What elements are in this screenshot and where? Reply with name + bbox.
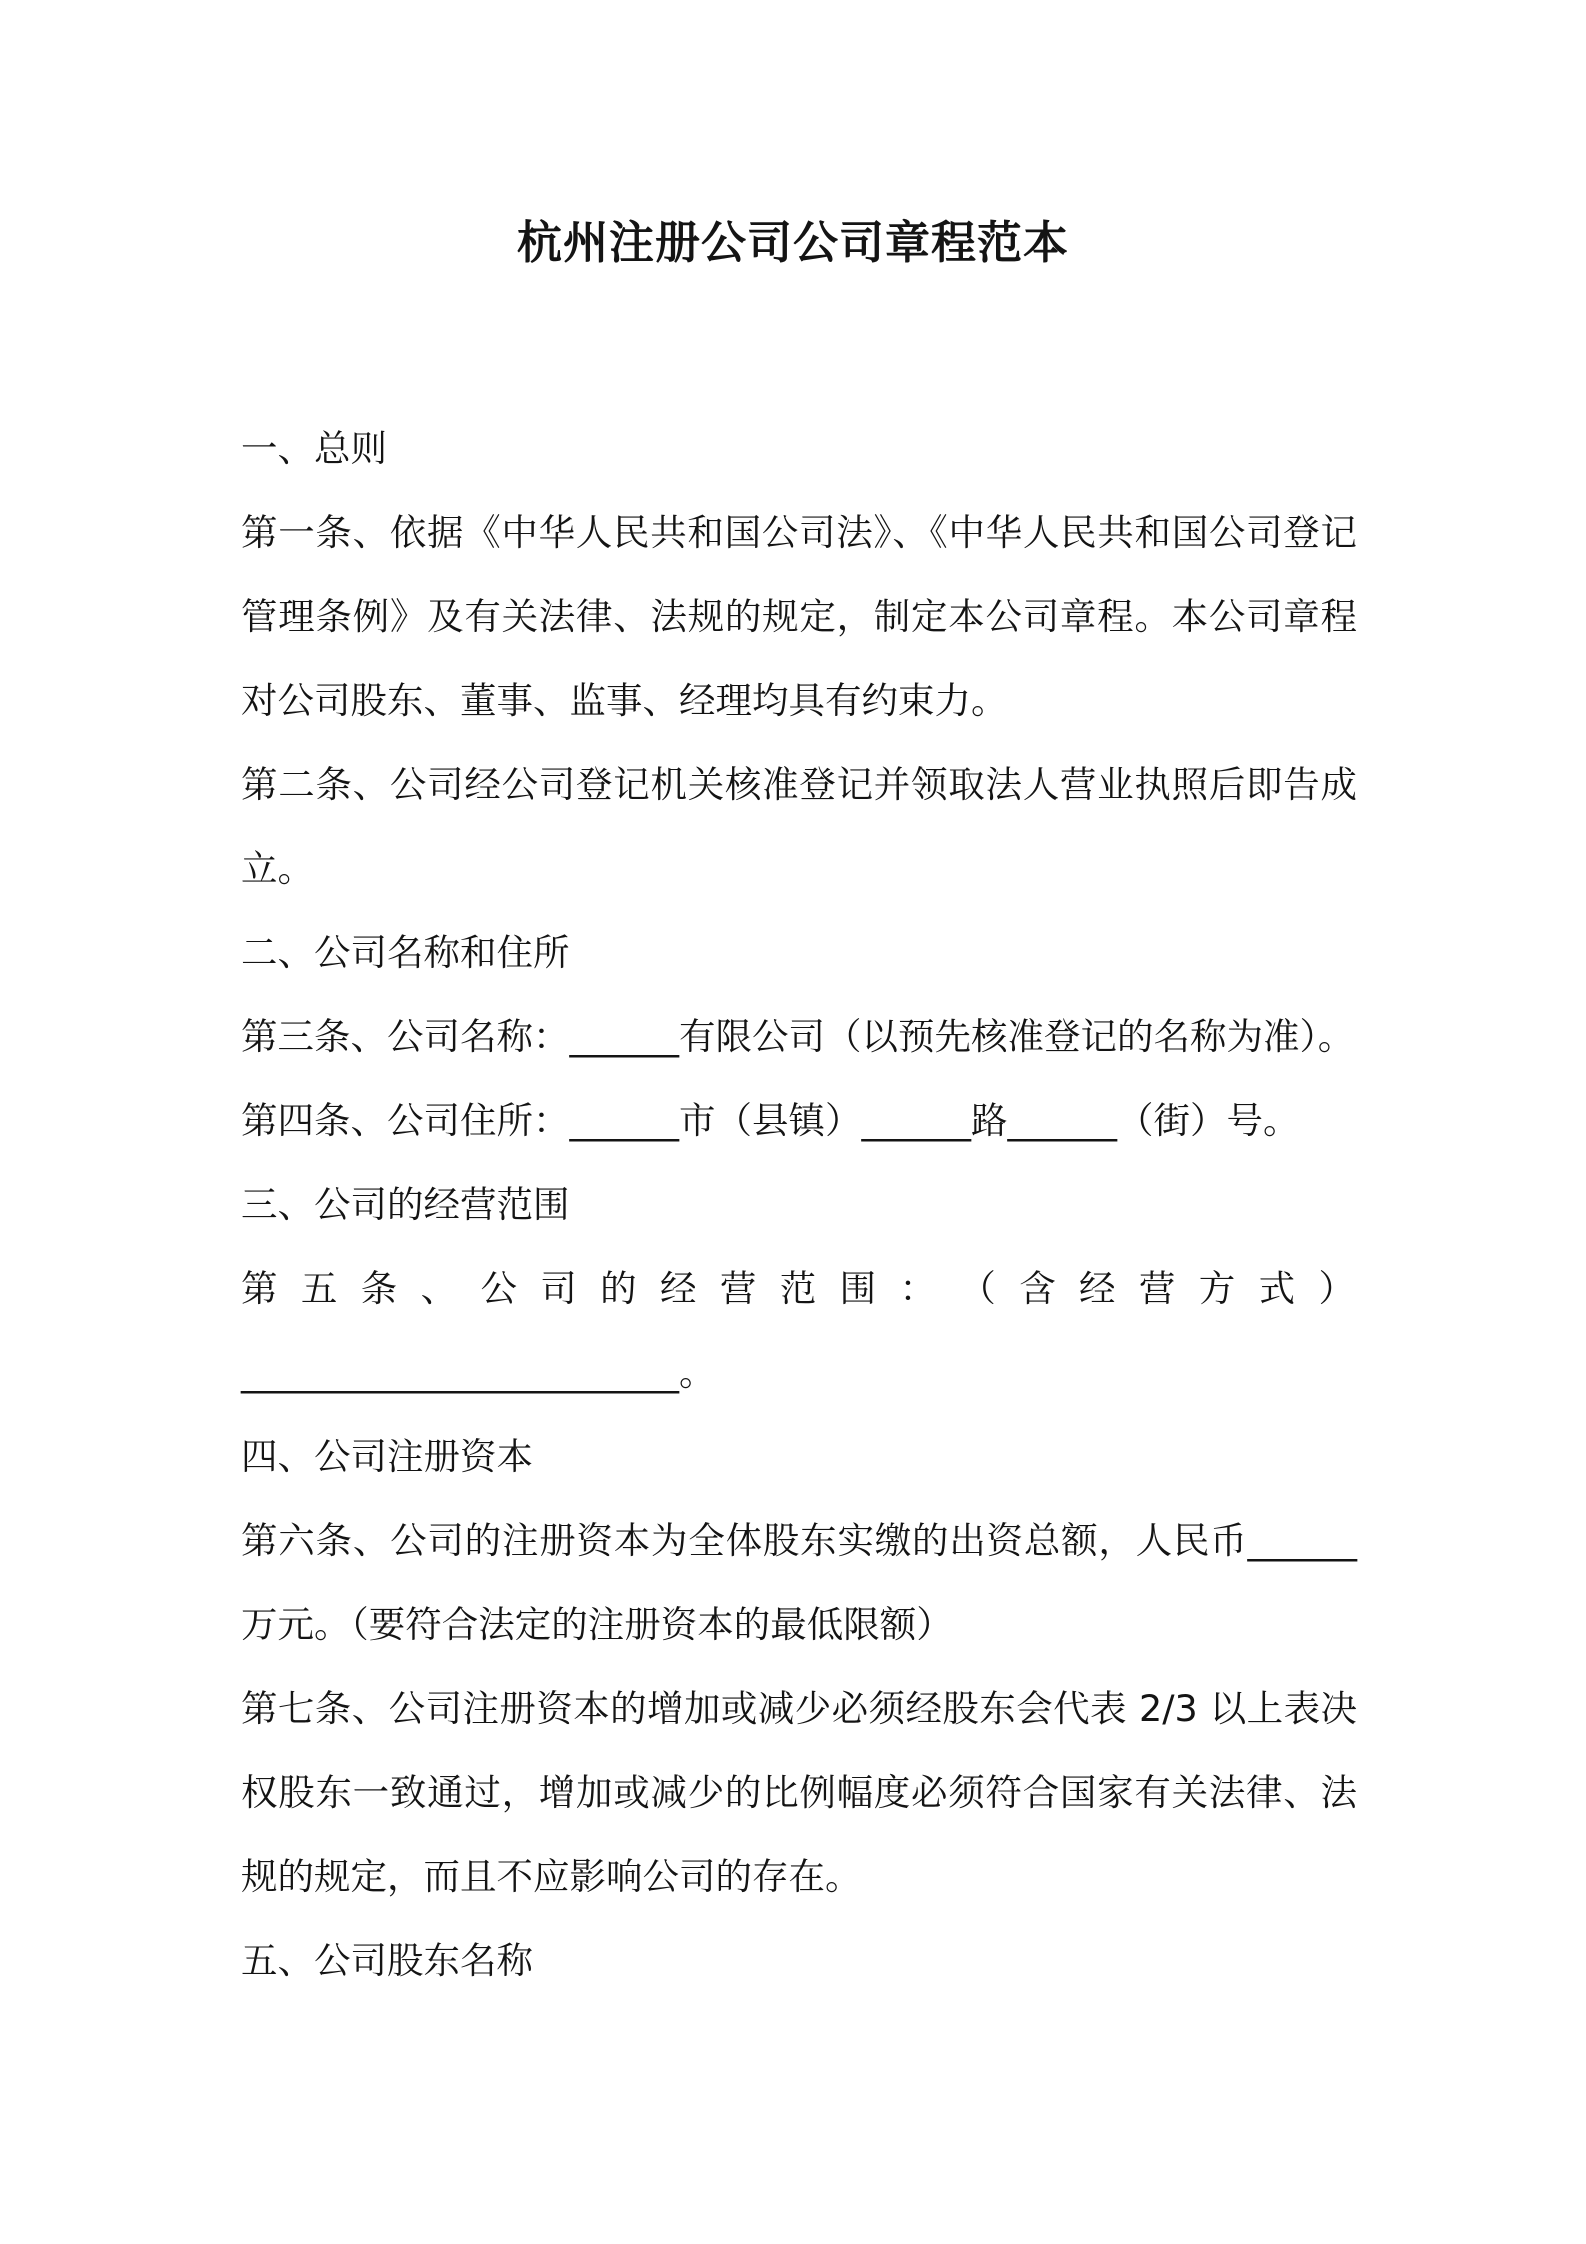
section-heading-general: 一、总则 <box>241 427 387 470</box>
section-heading-shareholders: 五、公司股东名称 <box>241 1939 533 1982</box>
article-7-line-2: 权股东一致通过，增加或减少的比例幅度必须符合国家有关法律、法 <box>241 1771 1357 1814</box>
article-2-line-1: 第二条、公司经公司登记机关核准登记并领取法人营业执照后即告成 <box>241 763 1357 806</box>
section-heading-name-address: 二、公司名称和住所 <box>241 931 570 974</box>
article-6-line-2: 万元。（要符合法定的注册资本的最低限额） <box>241 1603 953 1646</box>
article-6-line-1: 第六条、公司的注册资本为全体股东实缴的出资总额，人民币______ <box>241 1519 1357 1562</box>
section-heading-business-scope: 三、公司的经营范围 <box>241 1183 570 1226</box>
article-7-line-1: 第七条、公司注册资本的增加或减少必须经股东会代表 2/3 以上表决 <box>241 1687 1357 1730</box>
document-title: 杭州注册公司公司章程范本 <box>516 216 1069 269</box>
article-1-line-1: 第一条、依据《中华人民共和国公司法》、《中华人民共和国公司登记 <box>241 511 1357 554</box>
article-1-line-2: 管理条例》及有关法律、法规的规定，制定本公司章程。本公司章程 <box>241 595 1357 638</box>
article-3-line-1: 第三条、公司名称：______有限公司（以预先核准登记的名称为准）。 <box>241 1015 1355 1058</box>
article-7-line-3: 规的规定，而且不应影响公司的存在。 <box>241 1855 862 1898</box>
article-2-line-2: 立。 <box>241 847 314 890</box>
article-4-line-1: 第四条、公司住所：______市（县镇）______路______（街）号。 <box>241 1099 1300 1142</box>
document-body <box>241 407 1357 2003</box>
article-5-line-1: 第 五 条 、 公 司 的 经 营 范 围 ： （ 含 经 营 方 式 ） <box>241 1267 1357 1310</box>
article-1-line-3: 对公司股东、董事、监事、经理均具有约束力。 <box>241 679 1008 722</box>
article-5-line-2: ________________________。 <box>241 1351 716 1394</box>
section-heading-registered-capital: 四、公司注册资本 <box>241 1435 533 1478</box>
